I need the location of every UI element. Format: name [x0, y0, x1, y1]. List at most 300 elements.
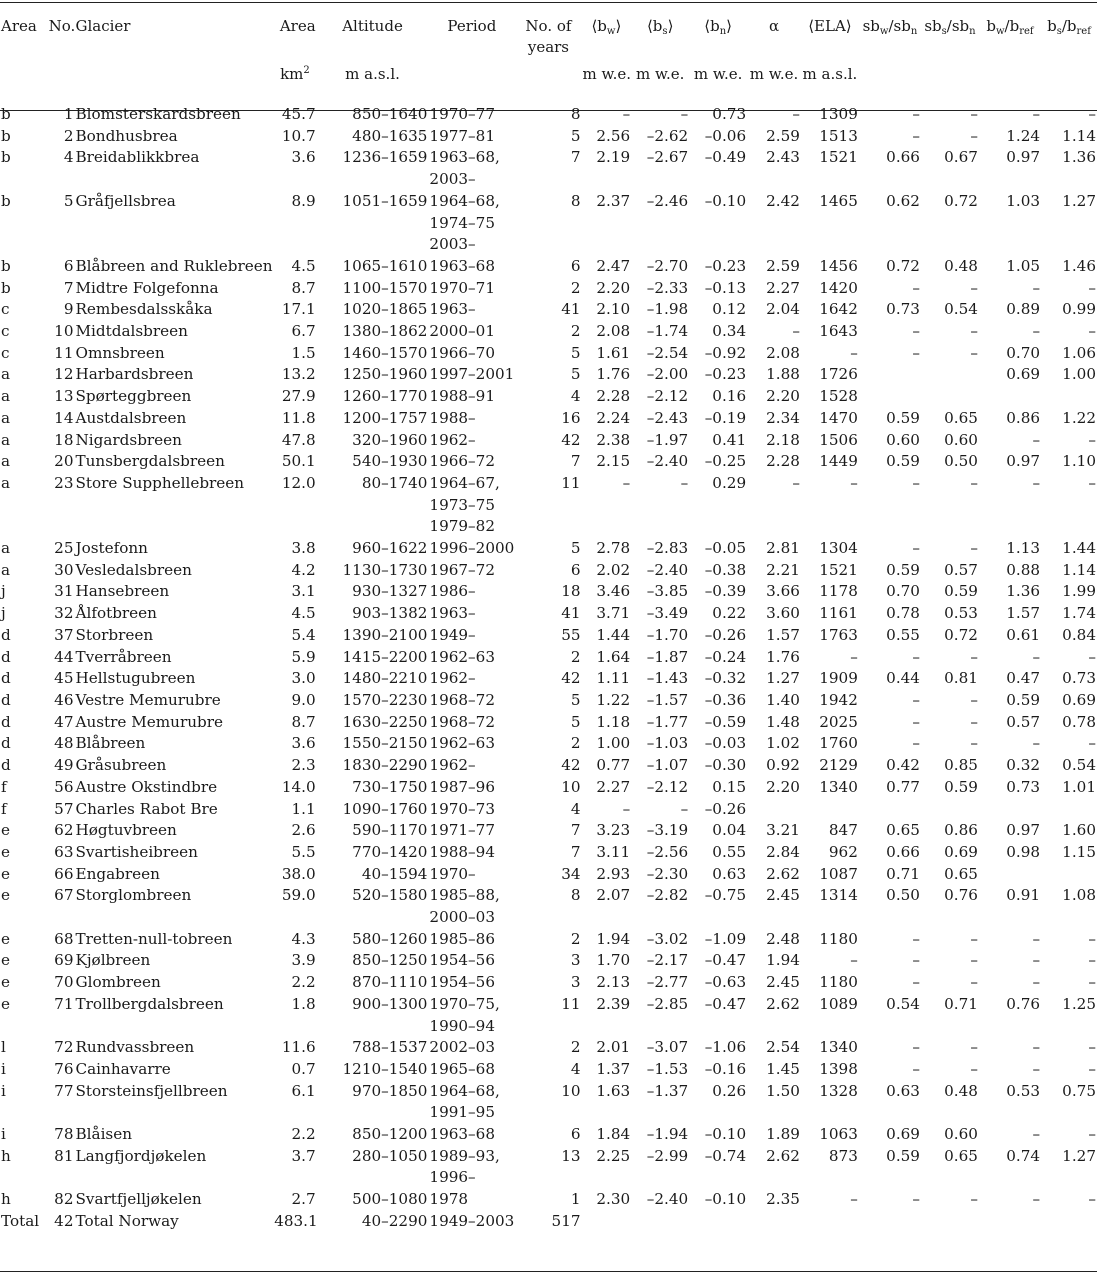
- area-km2-cell: 2.7: [291, 1190, 316, 1209]
- unit-area-km2: [273, 58, 316, 104]
- summer-balance-cell: –1.37: [646, 1081, 689, 1100]
- years-count-cell: 41: [561, 604, 581, 623]
- period-line: 1970–77: [429, 105, 495, 123]
- summer-balance-cell: –2.40: [646, 560, 689, 579]
- area-km2-cell: 2.3: [291, 756, 316, 775]
- sbs-sbn-ratio-cell: –: [970, 105, 978, 123]
- area-km2-cell: 2.2: [291, 1125, 316, 1144]
- alpha-cell: 2.62: [766, 994, 800, 1013]
- ela-cell: 1087: [819, 864, 858, 883]
- sbs-sbn-ratio-cell: 0.76: [944, 886, 978, 905]
- glacier-name-cell: Spørteggbreen: [75, 387, 192, 406]
- winter-balance-cell: 1.11: [596, 669, 631, 688]
- header-years: [515, 16, 581, 58]
- bs-bref-ratio-cell: –: [1088, 1059, 1096, 1078]
- years-count-cell: 6: [570, 1125, 581, 1144]
- bs-bref-ratio-cell: 1.74: [1062, 604, 1096, 623]
- ela-cell: 1089: [819, 994, 858, 1013]
- ela-cell: 847: [828, 821, 858, 840]
- table-row: [0, 321, 1097, 343]
- bw-bref-ratio-cell: 0.76: [1006, 994, 1041, 1013]
- period-cell: [428, 321, 515, 343]
- period-cell: [428, 191, 515, 256]
- glacier-name-cell: Tverråbreen: [75, 647, 172, 666]
- area-km2-cell: 45.7: [281, 105, 316, 123]
- glacier-number-cell: 77: [54, 1081, 74, 1100]
- years-count-cell: 2: [570, 1038, 581, 1057]
- glacier-name-cell: Glombreen: [75, 973, 161, 992]
- alpha-cell: 1.45: [766, 1059, 800, 1078]
- years-count-cell: 10: [561, 1081, 581, 1100]
- summer-balance-cell: –3.07: [646, 1038, 689, 1057]
- altitude-range-cell: 40–1594: [361, 864, 428, 883]
- glacier-number-cell: 70: [54, 973, 74, 992]
- unit-empty: [48, 58, 75, 104]
- area-region-cell: e: [1, 864, 10, 883]
- winter-balance-cell: 1.61: [596, 343, 631, 362]
- period-line: 1985–88,: [429, 886, 500, 905]
- table-row: [0, 538, 1097, 560]
- glacier-name-cell: Tretten-null-tobreen: [75, 929, 233, 948]
- table-row: [0, 104, 1097, 126]
- area-km2-cell: 11.8: [281, 408, 316, 427]
- sbw-sbn-ratio-cell: –: [912, 1059, 920, 1078]
- sbw-sbn-ratio-cell: –: [912, 322, 920, 341]
- ela-cell: 1763: [819, 625, 858, 644]
- unit-label: m a.s.l.: [802, 65, 858, 83]
- ela-cell: 1180: [819, 973, 858, 992]
- period-line: 1965–68: [429, 1059, 495, 1078]
- net-balance-cell: –0.13: [704, 278, 747, 297]
- winter-balance-cell: 1.64: [596, 647, 631, 666]
- sbs-sbn-ratio-cell: 0.60: [944, 1125, 978, 1144]
- alpha-cell: 2.84: [766, 842, 800, 861]
- summer-balance-cell: –2.82: [646, 886, 689, 905]
- sbw-sbn-ratio-cell: 0.62: [886, 191, 920, 210]
- unit-label: m w.e.: [749, 65, 799, 83]
- period-cell: [428, 560, 515, 582]
- years-count-cell: 34: [561, 864, 581, 883]
- alpha-cell: 2.48: [766, 929, 800, 948]
- altitude-range-cell: 930–1327: [352, 582, 428, 601]
- bs-bref-ratio-cell: –: [1088, 973, 1096, 992]
- period-cell: [428, 625, 515, 647]
- table-row: [0, 1037, 1097, 1059]
- area-km2-cell: 2.2: [291, 973, 316, 992]
- period-cell: [428, 538, 515, 560]
- sbs-sbn-ratio-cell: 0.59: [944, 777, 978, 796]
- bw-bref-ratio-cell: –: [1032, 1190, 1041, 1209]
- period-cell: [428, 820, 515, 842]
- summer-balance-cell: –1.98: [646, 300, 689, 319]
- years-count-cell: 11: [561, 994, 581, 1013]
- summer-balance-cell: –2.40: [646, 452, 689, 471]
- top-rule: [0, 2, 1097, 3]
- summer-balance-cell: –1.07: [646, 756, 689, 775]
- period-line: 1970–73: [429, 799, 495, 818]
- winter-balance-cell: 2.10: [596, 300, 631, 319]
- net-balance-cell: –0.74: [704, 1146, 747, 1165]
- summer-balance-cell: –1.87: [646, 647, 689, 666]
- period-cell: [428, 386, 515, 408]
- ela-cell: 962: [828, 842, 858, 861]
- area-region-cell: c: [1, 300, 10, 319]
- alpha-cell: 2.45: [766, 973, 800, 992]
- sbw-sbn-ratio-cell: 0.73: [886, 300, 920, 319]
- sbs-sbn-ratio-cell: –: [970, 734, 978, 753]
- area-km2-cell: 38.0: [281, 864, 316, 883]
- period-line: 1962–63: [429, 647, 495, 666]
- altitude-range-cell: 1630–2250: [342, 712, 428, 731]
- ela-cell: [801, 1211, 859, 1233]
- area-region-cell: d: [1, 734, 11, 753]
- header-bs: [631, 16, 689, 58]
- summer-balance-cell: –: [680, 105, 689, 123]
- years-count-cell: 42: [561, 430, 581, 449]
- sbs-sbn-ratio-cell: –: [970, 951, 978, 970]
- period-line: 1986–: [429, 582, 476, 601]
- bs-bref-ratio-cell: 0.84: [1062, 625, 1096, 644]
- sbw-sbn-ratio-cell: –: [912, 539, 920, 558]
- bs-bref-ratio-cell: 1.08: [1062, 886, 1096, 905]
- summer-balance-cell: –: [680, 473, 689, 492]
- alpha-cell: 3.21: [766, 821, 800, 840]
- years-count-cell: 2: [570, 929, 581, 948]
- bw-bref-ratio-cell: –: [1032, 322, 1041, 341]
- alpha-cell: [747, 1211, 801, 1233]
- alpha-cell: [747, 799, 801, 821]
- period-cell: [428, 842, 515, 864]
- bs-bref-ratio-cell: –: [1088, 1125, 1096, 1144]
- alpha-cell: 2.42: [766, 191, 800, 210]
- bw-bref-ratio-cell: –: [1032, 1125, 1041, 1144]
- period-cell: [428, 733, 515, 755]
- bw-bref-ratio-cell: –: [1032, 278, 1041, 297]
- area-region-cell: a: [1, 408, 11, 427]
- header-row-units: [0, 58, 1097, 104]
- ela-cell: 1760: [819, 734, 858, 753]
- unit-summer-balance: [631, 58, 689, 104]
- bw-bref-ratio-cell: –: [1032, 1059, 1041, 1078]
- bw-bref-ratio-cell: 0.47: [1006, 669, 1041, 688]
- area-km2-cell: 2.6: [291, 821, 316, 840]
- area-region-cell: i: [1, 1125, 6, 1144]
- alpha-cell: 1.02: [766, 734, 800, 753]
- alpha-cell: 2.35: [766, 1190, 800, 1209]
- winter-balance-cell: 1.37: [596, 1059, 631, 1078]
- sbs-sbn-ratio-cell: –: [970, 973, 978, 992]
- bs-bref-ratio-cell: 0.54: [1062, 756, 1096, 775]
- glacier-number-cell: 4: [63, 148, 74, 167]
- net-balance-cell: [689, 1211, 747, 1233]
- sbs-sbn-ratio-cell: 0.86: [944, 821, 978, 840]
- table-row: [0, 299, 1097, 321]
- header-bs-label: $⟨b_s⟩$: [646, 17, 674, 37]
- winter-balance-cell: –: [622, 799, 631, 818]
- header-bw-label: $⟨b_w⟩$: [591, 17, 622, 37]
- period-cell: [428, 126, 515, 148]
- alpha-cell: 2.59: [766, 126, 800, 145]
- bw-bref-ratio-cell: [979, 1211, 1041, 1233]
- winter-balance-cell: 2.15: [596, 452, 631, 471]
- ela-cell: 1942: [819, 690, 858, 709]
- period-cell: [428, 473, 515, 538]
- period-line: 1949–2003: [429, 1211, 515, 1230]
- altitude-range-cell: 1051–1659: [342, 191, 428, 210]
- period-cell: [428, 451, 515, 473]
- bw-bref-ratio-cell: 0.53: [1006, 1081, 1041, 1100]
- altitude-range-cell: 1250–1960: [342, 365, 428, 384]
- period-line: 1988–91: [429, 387, 495, 406]
- unit-ela: [801, 58, 859, 104]
- period-cell: [428, 147, 515, 190]
- header-altitude: [317, 16, 429, 58]
- area-region-cell: c: [1, 343, 10, 362]
- period-line: 1964–67,: [429, 473, 500, 492]
- alpha-cell: 2.54: [766, 1038, 800, 1057]
- table-row: [0, 278, 1097, 300]
- alpha-cell: 3.60: [766, 604, 800, 623]
- area-km2-cell: 3.7: [291, 1146, 316, 1165]
- glacier-name-cell: Gråsubreen: [75, 756, 167, 775]
- glacier-number-cell: 1: [63, 105, 74, 123]
- glacier-name-cell: Austre Memurubre: [75, 712, 223, 731]
- sbs-sbn-ratio-cell: –: [970, 1059, 978, 1078]
- period-cell: [428, 799, 515, 821]
- years-count-cell: 7: [570, 148, 581, 167]
- glacier-name-cell: Nigardsbreen: [75, 430, 182, 449]
- altitude-range-cell: 900–1300: [352, 994, 428, 1013]
- bs-bref-ratio-cell: 0.69: [1062, 690, 1096, 709]
- table-row: [0, 1189, 1097, 1211]
- area-region-cell: d: [1, 690, 11, 709]
- glacier-name-cell: Blåbreen and Ruklebreen: [75, 256, 273, 275]
- summer-balance-cell: –2.56: [646, 842, 689, 861]
- sbs-sbn-ratio-cell: 0.67: [944, 148, 978, 167]
- winter-balance-cell: 3.71: [596, 604, 631, 623]
- glacier-name-cell: Gråfjellsbrea: [75, 191, 176, 210]
- area-region-cell: b: [1, 148, 11, 167]
- area-region-cell: d: [1, 625, 11, 644]
- period-line: 1979–82: [429, 517, 495, 536]
- glacier-name-cell: Jostefonn: [75, 539, 148, 558]
- bs-bref-ratio-cell: 0.78: [1062, 712, 1096, 731]
- bw-bref-ratio-cell: –: [1032, 105, 1041, 123]
- area-km2-cell: 4.2: [291, 560, 316, 579]
- net-balance-cell: 0.22: [712, 604, 747, 623]
- ela-cell: 1521: [819, 560, 858, 579]
- alpha-cell: 1.76: [766, 647, 800, 666]
- winter-balance-cell: 1.00: [596, 734, 631, 753]
- sbs-sbn-ratio-cell: –: [970, 322, 978, 341]
- area-km2-cell: 59.0: [281, 886, 316, 905]
- period-line: 1966–72: [429, 452, 495, 471]
- ela-cell: 1521: [819, 148, 858, 167]
- period-cell: [428, 104, 515, 126]
- sbw-sbn-ratio-cell: –: [912, 1038, 920, 1057]
- sbw-sbn-ratio-cell: –: [912, 1190, 920, 1209]
- years-count-cell: 42: [561, 669, 581, 688]
- net-balance-cell: –0.32: [704, 669, 747, 688]
- net-balance-cell: –0.75: [704, 886, 747, 905]
- winter-balance-cell: 2.28: [596, 387, 631, 406]
- glacier-name-cell: Engabreen: [75, 864, 160, 883]
- sbs-sbn-ratio-cell: –: [970, 539, 978, 558]
- alpha-cell: 1.48: [766, 712, 800, 731]
- summer-balance-cell: [631, 1211, 689, 1233]
- glacier-number-cell: 69: [54, 951, 74, 970]
- glacier-number-cell: 5: [63, 191, 74, 210]
- net-balance-cell: 0.41: [712, 430, 747, 449]
- period-line: 1990–94: [429, 1016, 495, 1035]
- bs-bref-ratio-cell: [1041, 1211, 1097, 1233]
- table-row: [0, 451, 1097, 473]
- header-bn-label: $⟨b_n⟩$: [704, 17, 733, 37]
- years-count-cell: 13: [561, 1146, 581, 1165]
- area-km2-cell: 1.1: [291, 799, 316, 818]
- sbw-sbn-ratio-cell: –: [912, 690, 920, 709]
- bw-bref-ratio-cell: 0.59: [1006, 690, 1041, 709]
- header-glacier-label: Glacier: [75, 17, 131, 35]
- period-line: 1964–68,: [429, 1081, 500, 1100]
- bw-bref-ratio-cell: –: [1032, 647, 1041, 666]
- area-region-cell: e: [1, 929, 10, 948]
- altitude-range-cell: 788–1537: [352, 1038, 428, 1057]
- bottom-rule: [0, 1271, 1097, 1272]
- table-row: [0, 343, 1097, 365]
- ela-cell: 1180: [819, 929, 858, 948]
- years-count-cell: 3: [570, 973, 581, 992]
- bw-bref-ratio-cell: –: [1032, 929, 1041, 948]
- alpha-cell: 2.62: [766, 864, 800, 883]
- glacier-number-cell: 63: [54, 842, 74, 861]
- table-row: [0, 668, 1097, 690]
- table-row: [0, 625, 1097, 647]
- sbw-sbn-ratio-cell: 0.66: [886, 148, 920, 167]
- period-line: 1963–68,: [429, 148, 500, 167]
- area-km2-cell: 27.9: [281, 387, 316, 406]
- area-km2-cell: 9.0: [291, 690, 316, 709]
- period-line: 2003–: [429, 170, 476, 189]
- glacier-number-cell: 71: [54, 994, 74, 1013]
- area-region-cell: j: [1, 582, 6, 601]
- bs-bref-ratio-cell: 0.99: [1062, 300, 1096, 319]
- glacier-number-cell: 81: [54, 1146, 74, 1165]
- header-bs-bref: [1041, 16, 1097, 58]
- unit-empty: [0, 58, 48, 104]
- sbw-sbn-ratio-cell: –: [912, 647, 920, 666]
- bw-bref-ratio-cell: 0.61: [1006, 625, 1041, 644]
- sbs-sbn-ratio-cell: 0.48: [944, 1081, 978, 1100]
- period-cell: [428, 1124, 515, 1146]
- header-glacier: [75, 16, 274, 58]
- period-line: 1967–72: [429, 560, 495, 579]
- bs-bref-ratio-cell: 1.00: [1062, 365, 1096, 384]
- net-balance-cell: –1.09: [704, 929, 747, 948]
- area-region-cell: e: [1, 886, 10, 905]
- glacier-name-cell: Midtdalsbreen: [75, 322, 188, 341]
- sbs-sbn-ratio-cell: 0.71: [944, 994, 978, 1013]
- summer-balance-cell: –1.03: [646, 734, 689, 753]
- glacier-name-cell: Blomsterskardsbreen: [75, 105, 241, 123]
- sbs-sbn-ratio-cell: 0.72: [944, 191, 978, 210]
- years-count-cell: 4: [570, 1059, 581, 1078]
- glacier-name-cell: Blåisen: [75, 1125, 132, 1144]
- glacier-number-cell: 62: [54, 821, 74, 840]
- years-count-cell: 2: [570, 278, 581, 297]
- period-line: 1962–: [429, 756, 476, 775]
- area-region-cell: b: [1, 191, 11, 210]
- ela-cell: 2025: [819, 712, 858, 731]
- years-count-cell: 2: [570, 322, 581, 341]
- area-km2-cell: 8.7: [291, 712, 316, 731]
- net-balance-cell: –0.59: [704, 712, 747, 731]
- bs-bref-ratio-cell: 1.25: [1062, 994, 1096, 1013]
- area-region-cell: b: [1, 105, 11, 123]
- table-row: [0, 950, 1097, 972]
- glacier-number-cell: 30: [54, 560, 74, 579]
- sbs-sbn-ratio-cell: 0.81: [944, 669, 978, 688]
- glacier-name-cell: Harbardsbreen: [75, 365, 194, 384]
- sbs-sbn-ratio-cell: 0.50: [944, 452, 978, 471]
- glacier-name-cell: Hellstugubreen: [75, 669, 196, 688]
- glacier-name-cell: Svartfjelljøkelen: [75, 1190, 202, 1209]
- net-balance-cell: 0.04: [712, 821, 747, 840]
- years-count-cell: 55: [561, 625, 581, 644]
- period-line: 2000–01: [429, 322, 495, 341]
- unit-empty: [1041, 58, 1097, 104]
- period-cell: [428, 256, 515, 278]
- area-region-cell: l: [1, 1038, 6, 1057]
- altitude-range-cell: 480–1635: [352, 126, 428, 145]
- area-km2-cell: 5.9: [291, 647, 316, 666]
- period-cell: [428, 885, 515, 928]
- winter-balance-cell: 2.78: [596, 539, 631, 558]
- sbw-sbn-ratio-cell: 0.77: [886, 777, 920, 796]
- bw-bref-ratio-cell: 1.57: [1006, 604, 1041, 623]
- sbw-sbn-ratio-cell: 0.69: [886, 1125, 920, 1144]
- glacier-name-cell: Austdalsbreen: [75, 408, 187, 427]
- sbw-sbn-ratio-cell: 0.59: [886, 452, 920, 471]
- winter-balance-cell: 2.08: [596, 322, 631, 341]
- period-line: 1977–81: [429, 126, 495, 145]
- winter-balance-cell: 2.56: [596, 126, 631, 145]
- alpha-cell: 1.40: [766, 690, 800, 709]
- glacier-name-cell: Ålfotbreen: [75, 604, 157, 623]
- period-cell: [428, 1081, 515, 1124]
- period-line: 2003–: [429, 235, 476, 254]
- net-balance-cell: –0.47: [704, 994, 747, 1013]
- glacier-name-cell: Storglombreen: [75, 886, 192, 905]
- ela-cell: 2129: [819, 756, 858, 775]
- period-cell: [428, 581, 515, 603]
- altitude-range-cell: 850–1640: [352, 105, 428, 123]
- period-line: 1985–86: [429, 929, 495, 948]
- period-line: 1954–56: [429, 973, 495, 992]
- unit-label: m w.e.: [582, 65, 632, 83]
- glacier-number-cell: 23: [54, 473, 74, 492]
- area-region-cell: a: [1, 365, 11, 384]
- summer-balance-cell: –2.33: [646, 278, 689, 297]
- bw-bref-ratio-cell: 0.73: [1006, 777, 1041, 796]
- summer-balance-cell: –1.70: [646, 625, 689, 644]
- unit-label: m a.s.l.: [345, 65, 400, 83]
- years-count-cell: 16: [561, 408, 581, 427]
- net-balance-cell: –0.26: [704, 625, 747, 644]
- ela-cell: 1513: [819, 126, 858, 145]
- glacier-number-cell: 42: [54, 1211, 74, 1230]
- glacier-number-cell: 11: [54, 343, 74, 362]
